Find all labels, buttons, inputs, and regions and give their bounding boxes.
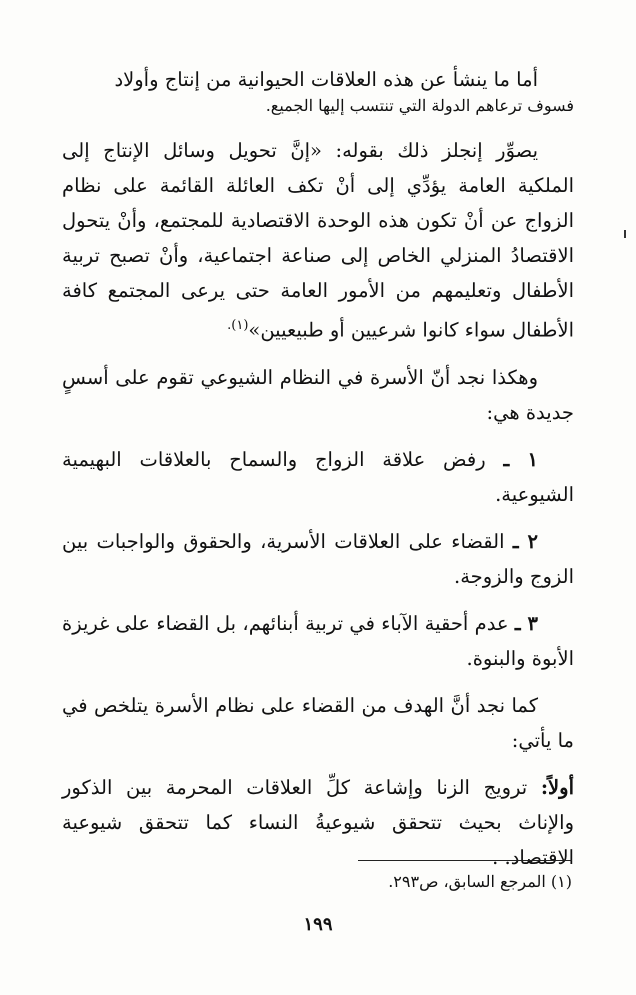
list-item-1 <box>62 442 574 512</box>
margin-mark <box>624 230 626 238</box>
paragraph-3: وهكذا نجد أنّ الأسرة في النظام الشيوعي تقوم على أسسٍ جديدة هي: <box>62 365 574 424</box>
paragraph-4: كما نجد أنَّ الهدف من القضاء على نظام الأسرة يتلخص في ما يأتي: <box>62 693 574 752</box>
page-number: ١٩٩ <box>303 914 333 935</box>
paragraph-1: أما ما ينشأ عن هذه العلاقات الحيوانية من إنتاج وأولاد <box>114 68 538 91</box>
list-item-3-number: ٣ ـ <box>514 611 538 635</box>
footnote-divider <box>358 860 572 861</box>
paragraph-2 <box>62 133 574 348</box>
footnote-ref: (١). <box>227 318 249 333</box>
paragraph-5 <box>62 770 574 875</box>
list-item-1-number: ١ ـ <box>503 447 538 471</box>
list-item-3 <box>62 606 574 676</box>
list-item-1-text: رفض علاقة الزواج والسماح بالعلاقات البهيمية الشيوعية. <box>62 447 574 506</box>
paragraph-5-text: ترويج الزنا وإشاعة كلِّ العلاقات المحرمة بين الذكور والإناث بحيث تتحقق شيوعيةُ النساء كما تتحقق شيوعية الاقتصاد. . <box>62 775 574 869</box>
list-item-2-number: ٢ ـ <box>512 529 538 553</box>
footnote: (١) المرجع السابق، ص٢٩٣. <box>388 872 572 891</box>
list-item-2-text: القضاء على العلاقات الأسرية، والحقوق والواجبات بين الزوج والزوجة. <box>62 529 574 588</box>
page-body <box>62 62 574 887</box>
list-item-2 <box>62 524 574 594</box>
paragraph-1-continuation: فسوف ترعاهم الدولة التي تنتسب إليها الجميع. <box>265 96 574 115</box>
engels-quote: يصوِّر إنجلز ذلك بقوله: «إنَّ تحويل وسائل الإنتاج إلى الملكية العامة يؤدِّي إلى أنْ تكف العائلة القائمة على نظام الزواج عن أنْ تكون هذه الوحدة الاقتصادية للمجتمع، وأنْ يتحول الاقتصادُ المنزلي الخاص إلى صناعة اجتماعية، وأنْ تصبح تربية الأطفال وتعليمهم من الأمور العامة حتى يرعى المجتمع كافة الأطفال سواء كانوا شرعيين أو طبيعيين» <box>62 139 574 342</box>
paragraph-5-lead: أولاً: <box>540 775 574 799</box>
list-item-3-text: عدم أحقية الآباء في تربية أبنائهم، بل القضاء على غريزة الأبوة والبنوة. <box>62 611 574 670</box>
